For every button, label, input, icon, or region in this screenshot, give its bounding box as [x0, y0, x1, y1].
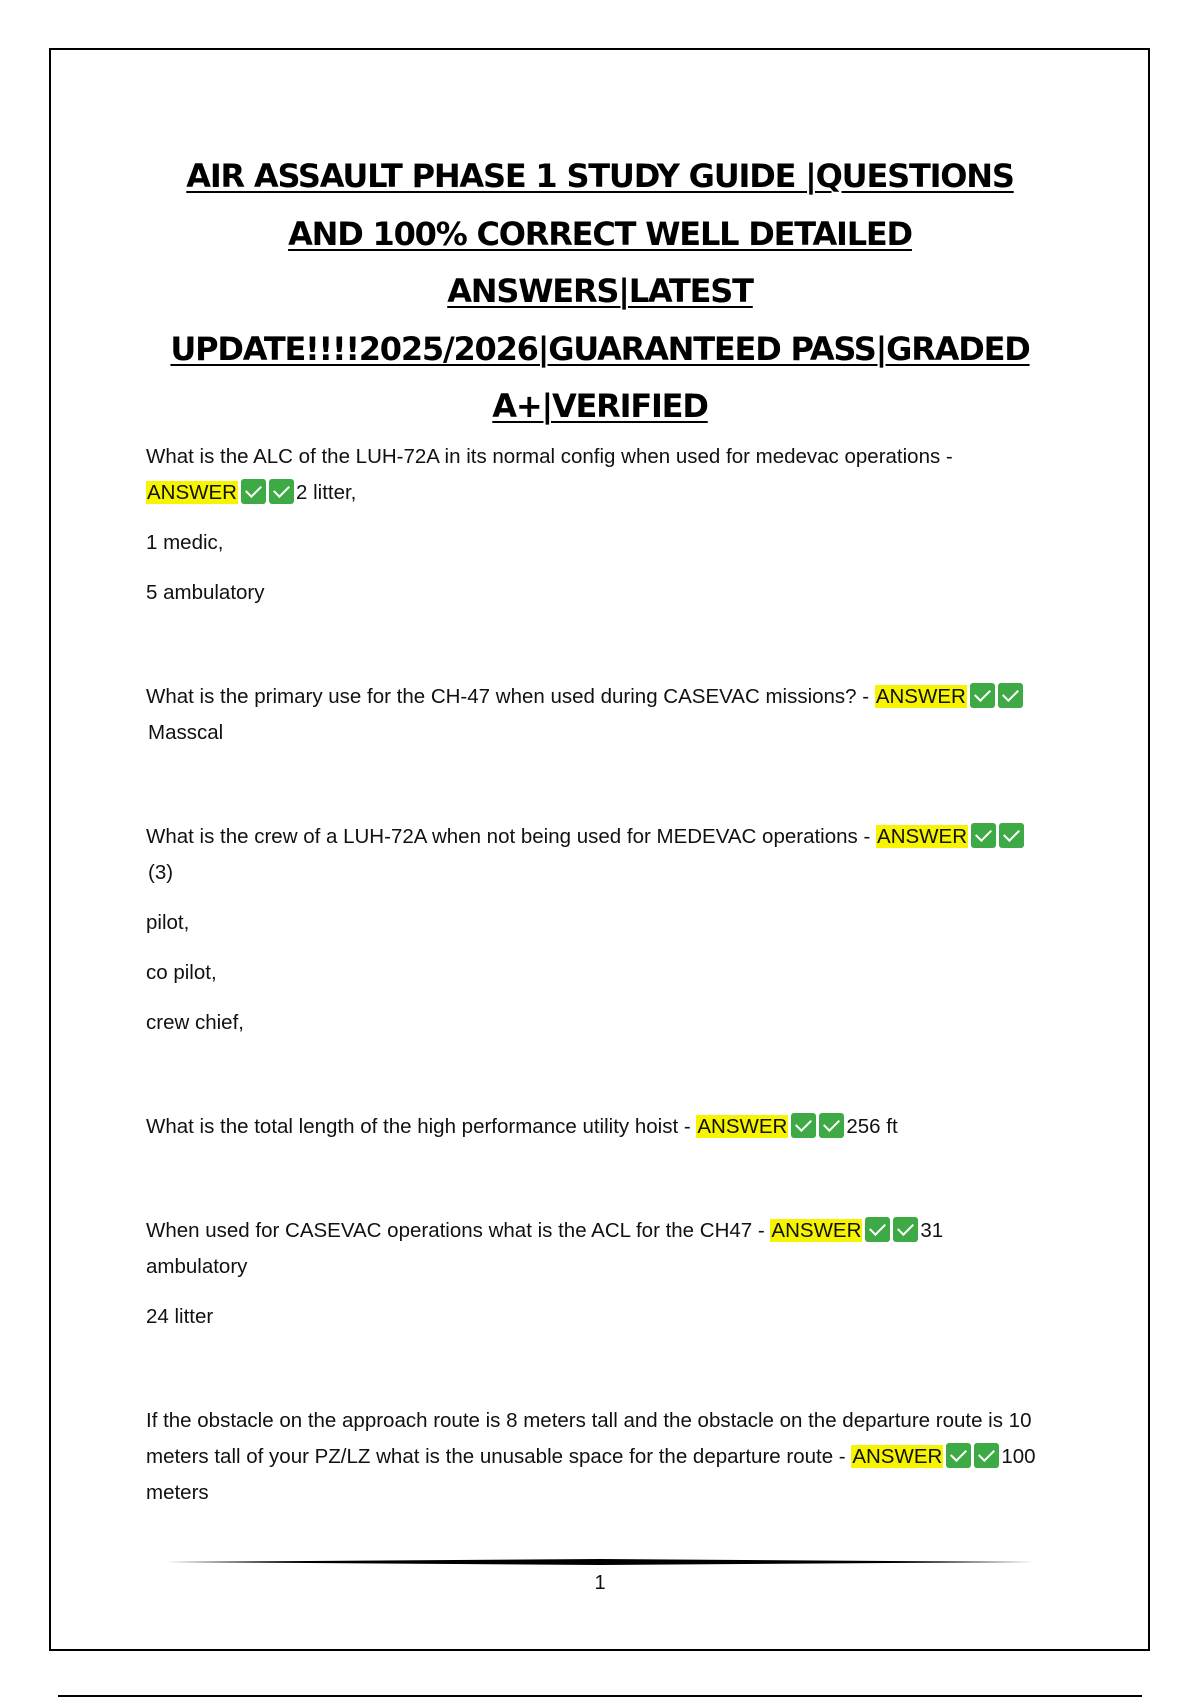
check-icon	[998, 683, 1023, 708]
document-title: AIR ASSAULT PHASE 1 STUDY GUIDE |QUESTIONS AND 100% CORRECT WELL DETAILED ANSWERS|LATEST UPDATE!!!!2025/2026|GUARANTEED PASS|GRADED A+|VERIFIED	[170, 157, 1030, 425]
answer-extra-line: 1 medic,	[146, 531, 224, 554]
question-text: If the obstacle on the approach route is 8 meters tall and the obstacle on the departure route is 10 meters tall of your PZ/LZ what is the unusable space for the departure route -	[146, 1409, 1032, 1468]
page-bottom-rule	[58, 1695, 1142, 1697]
answer-label: ANSWER	[147, 481, 237, 504]
answer-label: ANSWER	[875, 685, 966, 708]
qa-list	[146, 439, 1046, 1511]
answer-label: ANSWER	[852, 1445, 943, 1468]
check-icon	[819, 1113, 844, 1138]
qa-item	[146, 679, 1046, 751]
answer-text: 256 ft	[846, 1115, 898, 1138]
check-icon	[970, 683, 995, 708]
answer-text: (3)	[148, 861, 174, 884]
check-icon	[974, 1443, 999, 1468]
check-icon	[893, 1217, 918, 1242]
check-icon	[971, 823, 996, 848]
answer-text: Masscal	[148, 721, 224, 744]
qa-item	[146, 1403, 1046, 1511]
check-icon	[999, 823, 1024, 848]
answer-label: ANSWER	[877, 825, 967, 848]
answer-label: ANSWER	[771, 1219, 862, 1242]
answer-label: ANSWER	[697, 1115, 788, 1138]
check-icon	[241, 479, 266, 504]
answer-extra-line: pilot,	[146, 911, 190, 934]
question-text: When used for CASEVAC operations what is the ACL for the CH47 -	[146, 1219, 771, 1242]
question-text: What is the ALC of the LUH-72A in its normal config when used for medevac operations -	[146, 445, 953, 468]
question-text: What is the total length of the high performance utility hoist -	[146, 1115, 697, 1138]
qa-item	[146, 439, 1046, 611]
answer-extra-line: 24 litter	[146, 1305, 214, 1328]
qa-item	[146, 1213, 1046, 1335]
question-text: What is the primary use for the CH-47 when used during CASEVAC missions? -	[146, 685, 875, 708]
question-text: What is the crew of a LUH-72A when not being used for MEDEVAC operations -	[146, 825, 877, 848]
check-icon	[865, 1217, 890, 1242]
answer-text: 2 litter,	[295, 481, 357, 504]
answer-extra-line: co pilot,	[146, 961, 217, 984]
qa-item	[146, 819, 1046, 1041]
answer-text: 100 meters	[146, 1445, 1036, 1504]
check-icon	[791, 1113, 816, 1138]
answer-text: 31 ambulatory	[146, 1219, 944, 1278]
footer-divider	[166, 1559, 1034, 1565]
page-number: 1	[594, 1572, 606, 1594]
check-icon	[946, 1443, 971, 1468]
answer-extra-line: 5 ambulatory	[146, 581, 265, 604]
answer-extra-line: crew chief,	[146, 1011, 244, 1034]
qa-item	[146, 1109, 1046, 1145]
check-icon	[269, 479, 294, 504]
